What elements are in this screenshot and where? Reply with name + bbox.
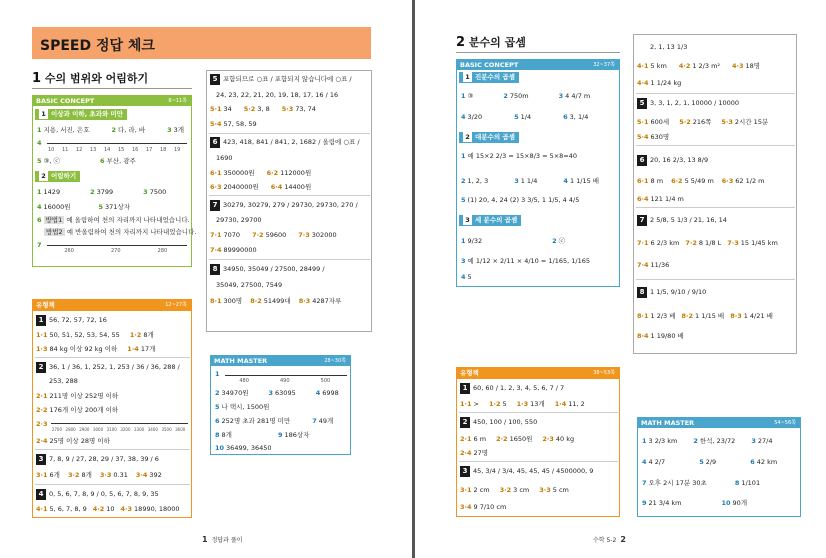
answer-item: 2 다, 라, 바 xyxy=(111,126,146,134)
math-master-header: MATH MASTER 28~30쪽 xyxy=(211,356,350,366)
tick-label: 16 xyxy=(132,147,139,153)
basic-concept-header: BASIC CONCEPT 8~11쪽 xyxy=(33,96,191,106)
r-basic-concept-header: BASIC CONCEPT 32~37쪽 xyxy=(457,60,619,70)
answer-item: 2 34970원 xyxy=(215,389,249,397)
answer-item: 8 8개 xyxy=(215,431,232,439)
r-basic-sub1: 1 진분수의 곱셈 xyxy=(459,72,519,83)
math-master-box: MATH MASTER 28~30쪽 1 480 490 500 2 34970원 3 63095 4 6998 5 나 택시, 1500원 6 252명 초과 281명 미만 7 49개 8 8개 9 186상자 10 36499, 36450 xyxy=(210,355,351,455)
answer-item: 1·2 8개 xyxy=(129,331,154,339)
answer-item: 4·2 1 2/3 m² xyxy=(678,62,721,70)
answer-item: 3 3개 xyxy=(167,126,185,134)
r-basic-sub2: 2 대분수의 곱셈 xyxy=(459,132,519,143)
answer-item: 5 나 택시, 1500원 xyxy=(215,403,270,411)
answer-item: 1 1429 xyxy=(37,188,61,196)
answer-item: 2·3 40 kg xyxy=(542,435,575,443)
tick-label: 13 xyxy=(90,147,97,153)
answer-item: 4·1 5, 6, 7, 8, 9 xyxy=(36,505,87,513)
answer-item: 8·3 4287자루 xyxy=(298,297,342,305)
tick-label: 3000 xyxy=(92,427,104,432)
answer-item: 6 부산, 광주 xyxy=(100,157,136,165)
answer-item: 2·2 1650원 xyxy=(496,435,533,443)
answer-item: 1·2 5 xyxy=(488,400,507,408)
answer-item: 3·2 8개 xyxy=(67,471,92,479)
answer-item: 1·4 17개 xyxy=(127,345,156,353)
tick-label: 3400 xyxy=(147,427,158,432)
answer-item: 8·3 1 4/21 배 xyxy=(730,312,773,320)
answer-item: 8·4 1 19/80 배 xyxy=(637,332,684,340)
answer-item: 3·1 6개 xyxy=(36,471,60,479)
answer-item: 3 63095 xyxy=(268,389,296,397)
answer-item: 5·1 34 xyxy=(210,105,232,113)
answer-item: 7·2 8 1/8 L xyxy=(685,239,722,247)
r-math-master-box xyxy=(637,417,801,517)
answer-item: 3·3 0.31 xyxy=(99,471,128,479)
answer-item: 5·4 630명 xyxy=(637,133,670,141)
tick-label: 3100 xyxy=(106,427,117,432)
tick-label: 18 xyxy=(160,147,167,153)
tick-label: 2900 xyxy=(79,427,90,432)
answer-item: 7·3 15 1/45 km xyxy=(727,239,778,247)
answer-item: 7·4 89990000 xyxy=(210,246,257,254)
cards-header: 유형책 12~27쪽 xyxy=(33,300,191,311)
answer-item: 9 186상자 xyxy=(277,431,310,439)
basic-sub2: 2 어림하기 xyxy=(35,171,80,182)
answer-item: 1·1 50, 51, 52, 53, 54, 55 xyxy=(36,331,120,339)
method2: 방법2 예 반올림하여 천의 자리까지 나타내었습니다. xyxy=(46,228,197,236)
answer-item: 3 27/4 xyxy=(751,437,773,445)
answer-item: 9 21 3/4 km xyxy=(642,499,682,507)
answer-item: 4·3 18990, 18000 xyxy=(120,505,180,513)
right-footer: 수학 5-2 2 xyxy=(593,535,626,544)
answer-item: 7·4 11/36 xyxy=(637,261,670,269)
answer-item: 5 371상자 xyxy=(98,203,130,211)
answer-item: 2·1 6 m xyxy=(460,435,487,443)
answer-item: 7 오후 2시 17분 30초 xyxy=(642,479,707,487)
answer-item: 8·1 300명 xyxy=(210,297,243,305)
tick-label: 10 xyxy=(48,147,55,153)
answer-item: 2 한석, 23/72 xyxy=(693,437,736,445)
answer-item: 6·2 112000원 xyxy=(266,169,312,177)
answer-item: 6·1 350000원 xyxy=(210,169,255,177)
answer-item: 7·1 7070 xyxy=(210,231,241,239)
r-cards-header: 유형책 38~53쪽 xyxy=(457,368,619,379)
answer-item: 1 9/32 xyxy=(461,237,483,245)
answer-item: 4 6998 xyxy=(315,389,339,397)
tick-label: 260 xyxy=(64,248,74,254)
answer-item: 5·2 3, 8 xyxy=(243,105,270,113)
answer-item: 8·2 51499대 xyxy=(250,297,291,305)
answer-item: 7·3 302000 xyxy=(298,231,337,239)
tick-label: 12 xyxy=(76,147,83,153)
tick-label: 19 xyxy=(174,147,181,153)
answer-item: 3·2 3 cm xyxy=(499,486,530,494)
answer-item: 8·1 1 2/3 배 xyxy=(637,312,676,320)
answer-item: 7·1 6 2/3 km xyxy=(637,239,680,247)
method1: 6 방법1 예 올림하여 천의 자리까지 나타내었습니다. xyxy=(37,216,190,224)
answer-item: 1·1 > xyxy=(460,400,479,408)
section2-title: 2 분수의 곱셈 xyxy=(456,35,526,50)
answer-item: 4 4 2/7 xyxy=(642,458,666,466)
answer-item: 4 16000원 xyxy=(37,203,71,211)
answer-item: 1 지용, 서진, 은호 xyxy=(37,126,90,134)
left-footer: 1 정답과 풀이 xyxy=(202,535,243,544)
tick-label: 480 xyxy=(239,378,249,384)
answer-item: 4·1 5 km xyxy=(637,62,667,70)
answer-item: 3 7500 xyxy=(143,188,167,196)
answer-item: 6·3 2040000원 xyxy=(210,183,259,191)
tick-label: 14 xyxy=(104,147,111,153)
answer-item: 1·4 11, 2 xyxy=(554,400,585,408)
banner-title: SPEED 정답 체크 xyxy=(40,38,155,54)
number-line-2 xyxy=(47,238,187,246)
r-basic-concept-box: BASIC CONCEPT 32~37쪽 1 진분수의 곱셈 1 ③ 2 750m 3 4 4/7 m 4 3/20 5 1/4 6 3, 1/4 2 대분수의 곱셈 1 예 15×2 2/3 = 15×8/3 = 5×8=40 2 1, 2, 3 3 1 1/4 4 1 1/15 배 5 (1) 20, 4, 24 (2) 3 3/5, 1 1/5, 4 4/5 3 세 분수의 곱셈 1 9/32 2 ⓒ 3 예 1/12 × 2/11 × 4/10 = 1/165, 1/165 4 5 xyxy=(456,59,620,287)
answer-item: 10 90개 xyxy=(721,499,748,507)
answer-item: 8·2 1 1/15 배 xyxy=(681,312,725,320)
speed-banner xyxy=(32,27,371,59)
answer-item: 5 1/4 xyxy=(514,113,532,121)
answer-item: 2, 1, 13 1/3 xyxy=(650,43,688,51)
answer-item: 4 3/20 xyxy=(461,113,483,121)
basic-concept-box: BASIC CONCEPT 8~11쪽 1 이상과 이하, 초과와 미만 1 지용, 서진, 은호 2 다, 라, 바 3 3개 4 10 11 12 13 14 15 16 17 18 19 5 ③, ⓒ 6 부산, 광주 2 어림하기 1 1429 2 3799 3 7500 4 16000원 5 371상자 6 방법1 예 올림하여 천의 자리까지 나타내었습니다. 방법2 예 반올림하여 천의 자리까지 나타내었습니다. 7 260 270 280 xyxy=(32,95,192,267)
answer-item: 4 1 1/15 배 xyxy=(563,177,600,185)
answer-item: 5 ③, ⓒ xyxy=(37,157,60,165)
basic-sub1: 1 이상과 이하, 초과와 미만 xyxy=(35,109,127,120)
tick-label: 500 xyxy=(320,378,331,384)
r-math-master-header: MATH MASTER 54~56쪽 xyxy=(638,418,800,428)
answer-item: 3·3 5 cm xyxy=(539,486,569,494)
tick-label: 15 xyxy=(118,147,125,153)
answer-item: 3·4 392 xyxy=(135,471,162,479)
tick-label: 2700 xyxy=(51,427,63,432)
answer-item: 3 4 4/7 m xyxy=(558,92,591,100)
answer-item: 6 252명 초과 281명 미만 xyxy=(215,417,291,425)
answer-item: 6·3 62 1/2 m xyxy=(721,177,765,185)
answers-col2: 5 포함되므로 ○표 / 포함되지 않습니다에 ○표 / 24, 23, 22, 21, 20, 19, 18, 17, 16 / 16 5·1 34 5·2 3, 8 5·3 73, 74 5·4 57, 58, 59 6 423, 418, 841 / 841, 2, 1682 / 올림에 ○표 / 1690 6·1 350000원 6·2 112000원 6·3 2040000원 6·4 14400원 7 30279, 30279, 279 / 29730, 29730, 270 / 29730, 29700 7·1 7070 7·2 59600 7·3 302000 7·4 89990000 8 34950, 35049 / 27500, 28499 / 35049, 27500, 7549 8·1 300명 8·2 51499대 8·3 4287자루 xyxy=(206,70,372,332)
answer-item: 6·4 121 1/4 m xyxy=(637,195,684,203)
number-line-4 xyxy=(225,368,347,376)
answer-item: 8 1/101 xyxy=(734,479,761,487)
answer-item: 2·4 25명 이상 28명 이하 xyxy=(36,437,110,445)
answer-item: 5·2 216쪽 xyxy=(679,118,712,126)
answer-item: 3·1 2 cm xyxy=(460,486,490,494)
r-answers-col2: 2, 1, 13 1/3 4·1 5 km 4·2 1 2/3 m² 4·3 18명 4·4 1 1/24 kg 5 3, 3, 1, 2, 1, 10000 / 10000 5·1 600세 5·2 216쪽 5·3 2시간 15분 5·4 630명 6 20, 16 2/3, 13 8/9 6·1 8 m 6·2 5 5/49 m 6·3 62 1/2 m 6·4 121 1/4 m 7 2 5/8, 5 1/3 / 21, 16, 14 7·1 6 2/3 km 7·2 8 1/8 L 7·3 15 1/45 km 7·4 11/36 8 1 1/5, 9/10 / 9/10 8·1 1 2/3 배 8·2 1 1/15 배 8·3 1 4/21 배 8·4 1 19/80 배 xyxy=(633,34,797,354)
tick-label: 3300 xyxy=(134,427,145,432)
answer-item: 5·1 600세 xyxy=(637,118,670,126)
answer-item: 6 42 km xyxy=(750,458,778,466)
answer-item: 6·4 14400원 xyxy=(270,183,312,191)
answer-item: 3 1 1/4 xyxy=(514,177,538,185)
left-page xyxy=(0,0,412,558)
answer-item: 4·3 18명 xyxy=(732,62,761,70)
answer-item: 2 750m xyxy=(503,92,529,100)
tick-label: 3500 xyxy=(161,427,172,432)
answer-item: 6·2 5 5/49 m xyxy=(671,177,714,185)
answer-item: 1·3 84 kg 이상 92 kg 이하 xyxy=(36,345,118,353)
answer-item: 2 1, 2, 3 xyxy=(461,177,489,185)
tick-label: 270 xyxy=(111,248,121,254)
answer-item: 7 49개 xyxy=(312,417,334,425)
answer-item: 5 2/9 xyxy=(699,458,717,466)
right-page xyxy=(415,0,826,558)
tick-label: 2800 xyxy=(65,427,76,432)
number-line-1 xyxy=(47,136,187,144)
r-cards-box: 유형책 38~53쪽 1 60, 60 / 1, 2, 3, 4, 5, 6, 7 / 7 1·1 > 1·2 5 1·3 13개 1·4 11, 2 2 450, 100 / 100, 550 2·1 6 m 2·2 1650원 2·3 40 kg 2·4 27명 3 45, 3/4 / 3/4, 45, 45, 45 / 4500000, 9 3·1 2 cm 3·2 3 cm 3·3 5 cm 3·4 9 7/10 cm xyxy=(456,367,620,517)
answer-item: 3·4 9 7/10 cm xyxy=(460,503,507,511)
tick-label: 3200 xyxy=(120,427,131,432)
answer-item: 2 3799 xyxy=(90,188,114,196)
answer-item: 7·2 59600 xyxy=(252,231,287,239)
answer-item: 4·2 10 xyxy=(92,505,115,513)
answer-item: 5·3 2시간 15분 xyxy=(721,118,769,126)
answer-item: 1·3 13개 xyxy=(516,400,545,408)
section1-title: 1 수의 범위와 어림하기 xyxy=(32,71,149,86)
answer-item: 2·4 27명 xyxy=(460,449,489,457)
answer-item: 2·2 176개 이상 200개 이하 xyxy=(36,406,119,414)
cards-box: 유형책 12~27쪽 1 56, 72, 57, 72, 16 1·1 50, 51, 52, 53, 54, 55 1·2 8개 1·3 84 kg 이상 92 kg 이하 1·4 17개 2 36, 1 / 36, 1, 252, 1, 253 / 36 / 36, 288 / 253, 288 2·1 211명 이상 252명 이하 2·2 176개 이상 200개 이하 2·3 2700 2800 2900 3000 3100 3200 3300 3400 3500 3600 2·4 25명 이상 28명 이하 3 7, 8, 9 / 27, 28, 29 / 37, 38, 39 / 6 3·1 6개 3·2 8개 3·3 0.31 3·4 392 4 0, 5, 6, 7, 8, 9 / 0, 5, 6, 7, 8, 9, 35 4·1 5, 6, 7, 8, 9 4·2 10 4·3 18990, 18000 xyxy=(32,299,192,518)
answer-item: 1 3 2/3 km xyxy=(642,437,678,445)
answer-item: 2·1 211명 이상 252명 이하 xyxy=(36,392,119,400)
r-basic-sub3: 3 세 분수의 곱셈 xyxy=(459,215,521,226)
answer-item: 5·3 73, 74 xyxy=(281,105,316,113)
answer-item: 4 5 xyxy=(461,273,472,281)
answer-item: 5·4 57, 58, 59 xyxy=(210,120,257,128)
tick-label: 17 xyxy=(146,147,153,153)
answer-item: 4·4 1 1/24 kg xyxy=(637,79,682,87)
tick-label: 11 xyxy=(62,147,69,153)
number-line-3 xyxy=(51,416,188,424)
tick-label: 490 xyxy=(280,378,290,384)
answer-item: 10 36499, 36450 xyxy=(215,444,272,452)
answer-item: 1 ③ xyxy=(461,92,474,100)
tick-label: 3600 xyxy=(175,427,186,432)
answer-item: 6 3, 1/4 xyxy=(563,113,589,121)
tick-label: 280 xyxy=(157,248,168,254)
answer-item: 2 ⓒ xyxy=(552,237,566,245)
answer-item: 6·1 8 m xyxy=(637,177,664,185)
